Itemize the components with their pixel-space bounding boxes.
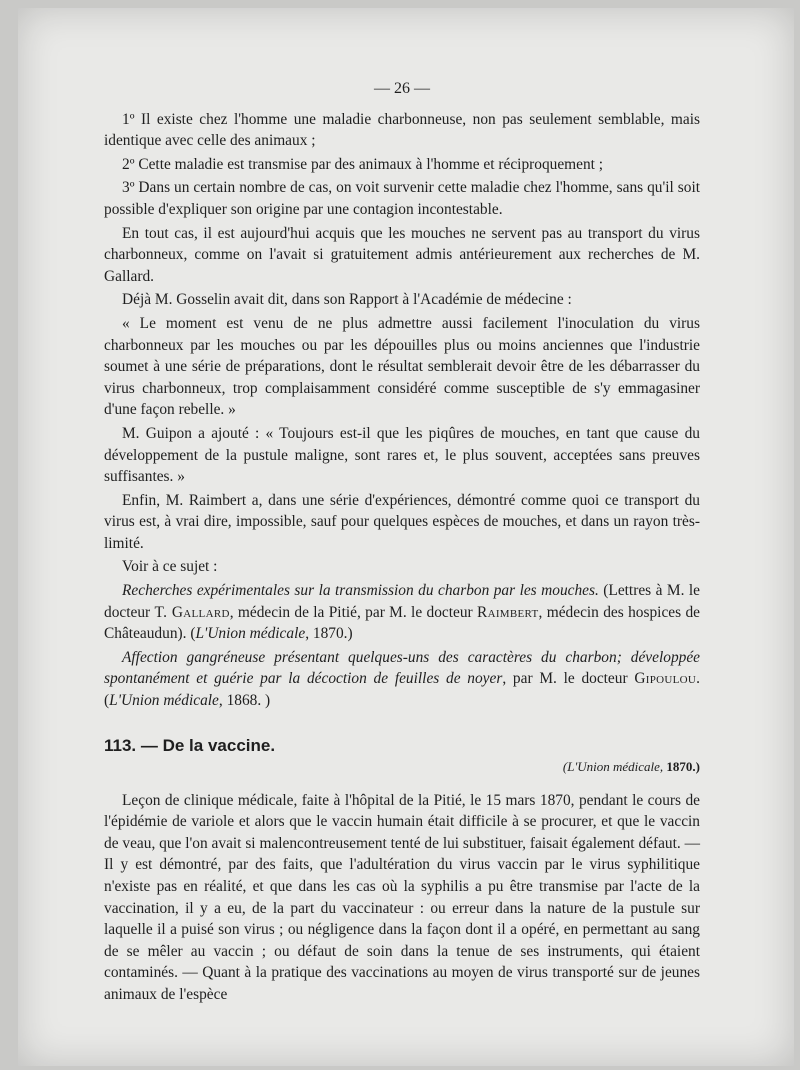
reference-2-title: Affection gangréneuse présentant quelques-uns des caractères du charbon; développée spontanément et guérie par la décoction de feuilles de noyer xyxy=(104,648,700,688)
page-number: — 26 — xyxy=(374,80,430,97)
reference-2-text: , par M. le docteur xyxy=(502,670,635,688)
reference-2-author: Gipoulou xyxy=(634,670,697,688)
source-year: 1870.) xyxy=(666,758,700,774)
paragraph-9: Voir à ce sujet : xyxy=(122,558,218,576)
paragraph-5: Déjà M. Gosselin avait dit, dans son Rapport à l'Académie de médecine : xyxy=(122,291,572,309)
section-heading: 113. — De la vaccine. xyxy=(104,735,276,755)
reference-2-text: . ( xyxy=(104,670,700,710)
paragraph-1: 1º Il existe chez l'homme une maladie charbonneuse, non pas seulement semblable, mais identique avec celle des animaux ; xyxy=(104,110,700,150)
reference-2-journal: L'Union médicale xyxy=(109,692,219,710)
paragraph-6: « Le moment est venu de ne plus admettre aussi facilement l'inoculation du virus charbonneux par les mouches ou par les dépouilles plus ou moins anciennes que l'industrie soumet à une série de préparations, dont le résultat semblerait devoir être de les débarrasser du virus charbonneux, trop complaisamment considéré comme susceptible de s'y emmagasiner d'une façon rebelle. » xyxy=(104,314,700,419)
reference-1-author: Raimbert xyxy=(477,603,539,621)
reference-1-text: , médecin de la Pitié, par M. le docteur xyxy=(229,603,478,621)
paragraph-8: Enfin, M. Raimbert a, dans une série d'expériences, démontré comme quoi ce transport du virus est, à vrai dire, impossible, sauf pour quelques espèces de mouches, et dans un rayon très-limité. xyxy=(104,491,700,552)
paragraph-4: En tout cas, il est aujourd'hui acquis que les mouches ne servent pas au transport du virus charbonneux, comme on l'avait si gratuitement admis antérieurement aux recherches de M. Gallard. xyxy=(104,224,700,285)
reference-2 xyxy=(104,647,700,712)
page-content xyxy=(104,78,700,1008)
section-paragraph: Leçon de clinique médicale, faite à l'hôpital de la Pitié, le 15 mars 1870, pendant le cours de l'épidémie de variole et alors que le vaccin humain était difficile à se procurer, et que le vaccin de veau, que l'on avait si malencontreusement tenté de lui substituer, faisait également défaut. — Il y est démontré, par des faits, que l'adultération du virus vaccin par le virus syphilitique n'existe pas en réalité, et que dans les cas où la syphilis a pu être transmise par l'acte de la vaccination, il y a eu, de la part du vaccinateur : ou erreur dans la nature de la pustule sur laquelle il a puisé son virus ; ou négligence dans la façon dont il a opéré, en permettant au sang de se mêler au vaccin ; ou défaut de soin dans la tenue de ses instruments, qui étaient contaminés. — Quant à la pratique des vaccinations au moyen de virus transporté sur de jeunes animaux de l'espèce xyxy=(104,791,700,1003)
reference-1-text: (Lettres à M. le docteur xyxy=(104,582,701,621)
reference-1-title: Recherches expérimentales sur la transmission du charbon par les mouches. xyxy=(122,582,599,600)
reference-1-author: T. Gallard xyxy=(154,603,230,621)
source-journal: (L'Union médicale, xyxy=(562,758,664,774)
reference-1 xyxy=(104,580,700,645)
reference-2-text: , 1868. ) xyxy=(218,692,271,710)
book-page xyxy=(18,8,794,1066)
paragraph-7: M. Guipon a ajouté : « Toujours est-il que les piqûres de mouches, en tant que cause du développement de la pustule maligne, sont rares et, le plus souvent, acceptées sans preuves suffisantes. » xyxy=(104,424,700,486)
paragraph-2: 2º Cette maladie est transmise par des animaux à l'homme et réciproquement ; xyxy=(122,155,604,173)
reference-1-text: , médecin des hospices de Châteaudun). ( xyxy=(104,603,700,643)
reference-1-journal: L'Union médicale xyxy=(195,625,306,643)
paragraph-3: 3º Dans un certain nombre de cas, on voit survenir cette maladie chez l'homme, sans qu'il soit possible d'expliquer son origine par une contagion incontestable. xyxy=(104,179,700,218)
section-source xyxy=(104,758,700,776)
reference-1-text: , 1870.) xyxy=(305,625,353,643)
